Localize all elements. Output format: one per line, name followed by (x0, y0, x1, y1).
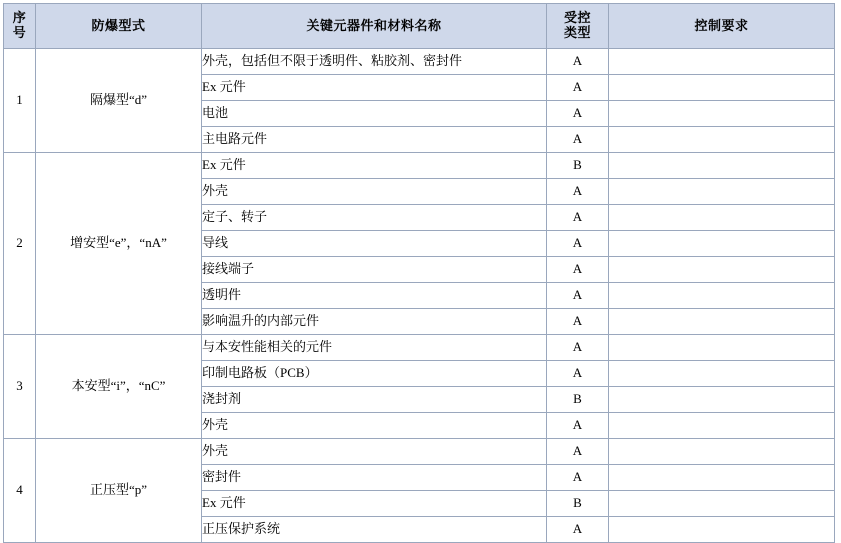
cell-item-name: 外壳，包括但不限于透明件、粘胶剂、密封件 (202, 49, 547, 75)
cell-control-requirement (609, 517, 835, 543)
cell-control-type: A (547, 231, 609, 257)
cell-item-name: 接线端子 (202, 257, 547, 283)
column-header-control-line2: 类型 (563, 25, 591, 40)
cell-control-requirement (609, 257, 835, 283)
cell-control-type: A (547, 309, 609, 335)
cell-control-type: A (547, 49, 609, 75)
cell-control-type: A (547, 439, 609, 465)
cell-item-name: Ex 元件 (202, 153, 547, 179)
cell-item-name: 主电路元件 (202, 127, 547, 153)
cell-control-requirement (609, 361, 835, 387)
column-header-protection-type: 防爆型式 (36, 4, 202, 49)
cell-control-requirement (609, 283, 835, 309)
cell-control-type: B (547, 491, 609, 517)
cell-control-type: A (547, 179, 609, 205)
cell-item-name: 导线 (202, 231, 547, 257)
cell-control-requirement (609, 179, 835, 205)
cell-control-type: B (547, 387, 609, 413)
cell-item-name: Ex 元件 (202, 75, 547, 101)
cell-control-type: A (547, 413, 609, 439)
cell-item-name: 与本安性能相关的元件 (202, 335, 547, 361)
column-header-control-type (547, 4, 609, 49)
cell-item-name: 透明件 (202, 283, 547, 309)
cell-control-requirement (609, 231, 835, 257)
cell-control-type: A (547, 283, 609, 309)
cell-item-name: 外壳 (202, 439, 547, 465)
table-row (4, 439, 835, 465)
cell-item-name: 外壳 (202, 413, 547, 439)
column-header-item-name: 关键元器件和材料名称 (202, 4, 547, 49)
cell-item-name: 影响温升的内部元件 (202, 309, 547, 335)
cell-protection-type: 本安型“i”，“nC” (36, 335, 202, 439)
cell-control-type: A (547, 101, 609, 127)
cell-control-type: A (547, 361, 609, 387)
column-header-no-line1: 序 (12, 10, 27, 26)
column-header-no-line2: 号 (12, 25, 27, 40)
table-row (4, 153, 835, 179)
cell-no: 1 (4, 49, 36, 153)
cell-item-name: 印制电路板（PCB） (202, 361, 547, 387)
cell-control-type: A (547, 205, 609, 231)
cell-control-type: B (547, 153, 609, 179)
cell-control-requirement (609, 491, 835, 517)
table-body (4, 49, 835, 543)
cell-item-name: 定子、转子 (202, 205, 547, 231)
cell-protection-type: 隔爆型“d” (36, 49, 202, 153)
cell-no: 2 (4, 153, 36, 335)
cell-no: 3 (4, 335, 36, 439)
cell-control-requirement (609, 465, 835, 491)
cell-control-type: A (547, 127, 609, 153)
table-row (4, 335, 835, 361)
cell-protection-type: 增安型“e”，“nA” (36, 153, 202, 335)
cell-control-requirement (609, 49, 835, 75)
column-header-control-requirement: 控制要求 (609, 4, 835, 49)
cell-control-type: A (547, 517, 609, 543)
cell-control-type: A (547, 75, 609, 101)
cell-control-requirement (609, 387, 835, 413)
cell-control-type: A (547, 257, 609, 283)
cell-protection-type: 正压型“p” (36, 439, 202, 543)
cell-item-name: 外壳 (202, 179, 547, 205)
cell-control-requirement (609, 75, 835, 101)
column-header-no (4, 4, 36, 49)
cell-control-type: A (547, 465, 609, 491)
cell-control-requirement (609, 309, 835, 335)
cell-item-name: 电池 (202, 101, 547, 127)
cell-control-requirement (609, 153, 835, 179)
document-page (0, 3, 841, 535)
cell-item-name: 浇封剂 (202, 387, 547, 413)
cell-control-type: A (547, 335, 609, 361)
cell-item-name: 正压保护系统 (202, 517, 547, 543)
cell-control-requirement (609, 439, 835, 465)
key-components-table (3, 3, 835, 543)
cell-item-name: 密封件 (202, 465, 547, 491)
table-header (4, 4, 835, 49)
cell-control-requirement (609, 127, 835, 153)
cell-control-requirement (609, 205, 835, 231)
column-header-control-line1: 受控 (563, 10, 591, 26)
table-row (4, 49, 835, 75)
cell-control-requirement (609, 335, 835, 361)
cell-item-name: Ex 元件 (202, 491, 547, 517)
table-header-row (4, 4, 835, 49)
cell-control-requirement (609, 101, 835, 127)
cell-no: 4 (4, 439, 36, 543)
cell-control-requirement (609, 413, 835, 439)
